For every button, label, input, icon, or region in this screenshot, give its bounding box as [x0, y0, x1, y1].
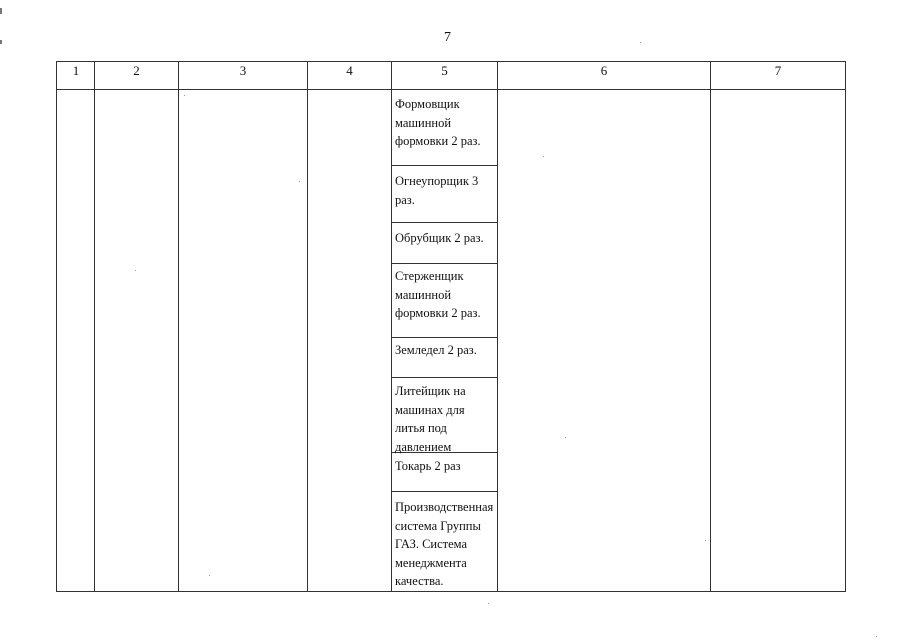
profession-cell: Формовщик машинной формовки 2 раз. — [391, 95, 497, 166]
scan-speck — [488, 603, 489, 604]
header-col-7: 7 — [774, 63, 782, 78]
scan-speck — [640, 42, 641, 43]
scan-speck — [299, 181, 300, 182]
profession-cell: Литейщик на машинах для литья под давлением — [391, 378, 497, 453]
profession-cell: Токарь 2 раз — [391, 453, 497, 492]
scan-speck — [705, 540, 706, 541]
page-number: 7 — [444, 30, 451, 45]
profession-cell: Производственная система Группы ГАЗ. Система менеджмента качества. — [395, 500, 494, 588]
header-separator — [57, 89, 845, 90]
profession-cell: Огнеупорщик 3 раз. — [391, 166, 497, 223]
scan-margin-mark — [0, 8, 2, 14]
column-separator — [710, 62, 711, 591]
column-separator — [94, 62, 95, 591]
header-col-3: 3 — [239, 63, 247, 78]
scan-speck — [209, 575, 210, 576]
column-separator — [307, 62, 308, 591]
scan-speck — [135, 270, 136, 271]
header-col-1: 1 — [72, 63, 80, 78]
header-col-5: 5 — [441, 63, 448, 78]
scan-speck — [565, 437, 566, 438]
profession-cell: Земледел 2 раз. — [391, 338, 497, 378]
header-col-2: 2 — [133, 63, 140, 78]
scan-speck — [184, 95, 185, 96]
data-table — [56, 61, 846, 592]
scan-speck — [876, 636, 877, 637]
column-separator — [497, 62, 498, 591]
header-col-6: 6 — [600, 63, 608, 78]
profession-cell: Обрубщик 2 раз. — [391, 223, 497, 264]
column-separator — [178, 62, 179, 591]
header-col-4: 4 — [346, 63, 353, 78]
scan-speck — [543, 156, 544, 157]
profession-cell: Стерженщик машинной формовки 2 раз. — [391, 264, 497, 338]
